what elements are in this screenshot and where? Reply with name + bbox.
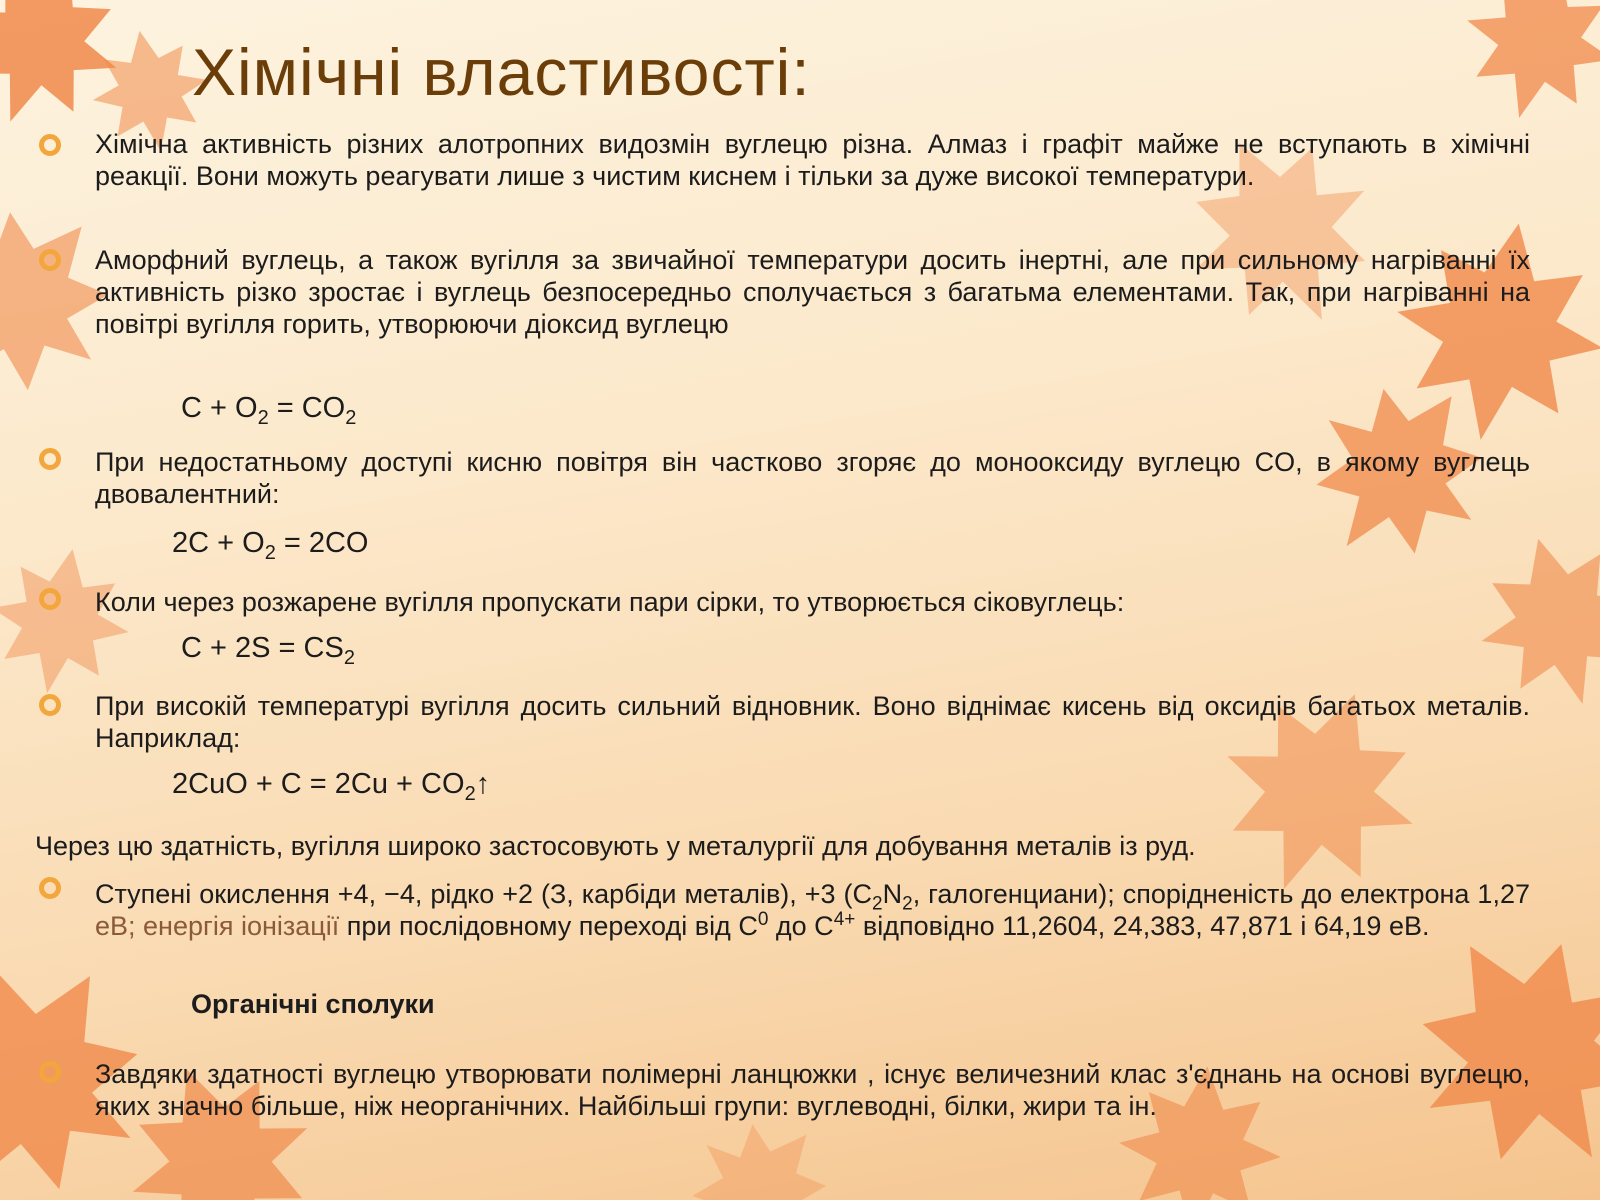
text-run-highlight: еВ; енергія іонізації — [95, 911, 340, 941]
slide-title: Хімічні властивості: — [192, 35, 811, 109]
subscript: 2 — [902, 893, 913, 915]
equation-subscript: 2 — [264, 541, 276, 564]
equation-subscript: 2 — [343, 646, 355, 669]
equation-co2 — [181, 392, 357, 429]
paragraph-organic-compounds: Завдяки здатності вуглецю утворювати полімерні ланцюжки , існує величезний клас з'єднань на основі вуглецю, яких значно більше, ніж неорганічних. Найбільші групи: вуглеводні, білки, жири та ін. — [95, 1059, 1530, 1121]
bullet-icon — [39, 588, 61, 610]
bullet-icon — [39, 694, 61, 716]
superscript: 0 — [757, 909, 769, 930]
bullet-icon — [39, 134, 61, 156]
equation-text: = 2CO — [275, 527, 369, 559]
paragraph-carbon-disulfide: Коли через розжарене вугілля пропускати пари сірки, то утворюється сіковуглець: — [95, 587, 1125, 617]
superscript: 4+ — [833, 909, 856, 930]
equation-text: 2CuO + C = 2Cu + CO — [172, 768, 465, 800]
equation-cs2 — [181, 632, 355, 669]
equation-subscript: 2 — [257, 406, 269, 429]
bullet-icon — [39, 1061, 61, 1083]
paragraph-amorphous-carbon: Аморфний вуглець, а також вугілля за звичайної температури досить інертні, але при сильному нагріванні їх активність різко зростає і вуглець безпосередньо сполучається з багатьма елементами. Так, при нагріванні на повітрі вугілля горить, утворюючи діоксид вуглецю — [95, 245, 1530, 339]
equation-subscript: 2 — [464, 782, 476, 805]
equation-subscript: 2 — [345, 406, 357, 429]
text-run: відповідно 11,2604, 24,383, 47,871 і 64,19 еВ. — [855, 911, 1430, 941]
text-run: N — [882, 879, 903, 909]
bullet-icon — [39, 448, 61, 470]
paragraph-monoxide: При недостатньому доступі кисню повітря він частково згоряє до монооксиду вуглецю CO, в якому вуглець двовалентний: — [95, 447, 1530, 509]
arrow-up-icon: ↑ — [475, 768, 491, 800]
equation-cuo — [172, 768, 491, 805]
equation-text: 2C + O — [172, 527, 265, 559]
section-heading-organic: Органічні сполуки — [191, 989, 435, 1019]
equation-text: C + O — [181, 392, 258, 424]
bullet-icon — [39, 249, 61, 271]
equation-co — [172, 527, 369, 564]
text-run: при послідовному переході від C — [339, 911, 758, 941]
equation-text: C + 2S = CS — [181, 632, 344, 664]
paragraph-allotropes: Хімічна активність різних алотропних видозмін вуглецю різна. Алмаз і графіт майже не вступають в хімічні реакції. Вони можуть реагувати лише з чистим киснем і тільки за дуже високої температури. — [95, 129, 1530, 191]
paragraph-oxidation-states — [95, 878, 1530, 942]
paragraph-reducer: При високій температурі вугілля досить сильний відновник. Воно віднімає кисень від оксидів багатьох металів. Наприклад: — [95, 691, 1530, 753]
equation-text: = CO — [268, 392, 346, 424]
subscript: 2 — [872, 893, 883, 915]
bullet-icon — [39, 877, 61, 899]
text-run: Ступені окислення +4, −4, рідко +2 (З, карбіди металів), +3 (C — [95, 879, 873, 909]
paragraph-metallurgy: Через цю здатність, вугілля широко застосовують у металургії для добування металів із руд. — [35, 831, 1196, 861]
text-run: , галогенциани); спорідненість до електрона 1,27 — [912, 879, 1530, 909]
text-run: до C — [768, 911, 834, 941]
